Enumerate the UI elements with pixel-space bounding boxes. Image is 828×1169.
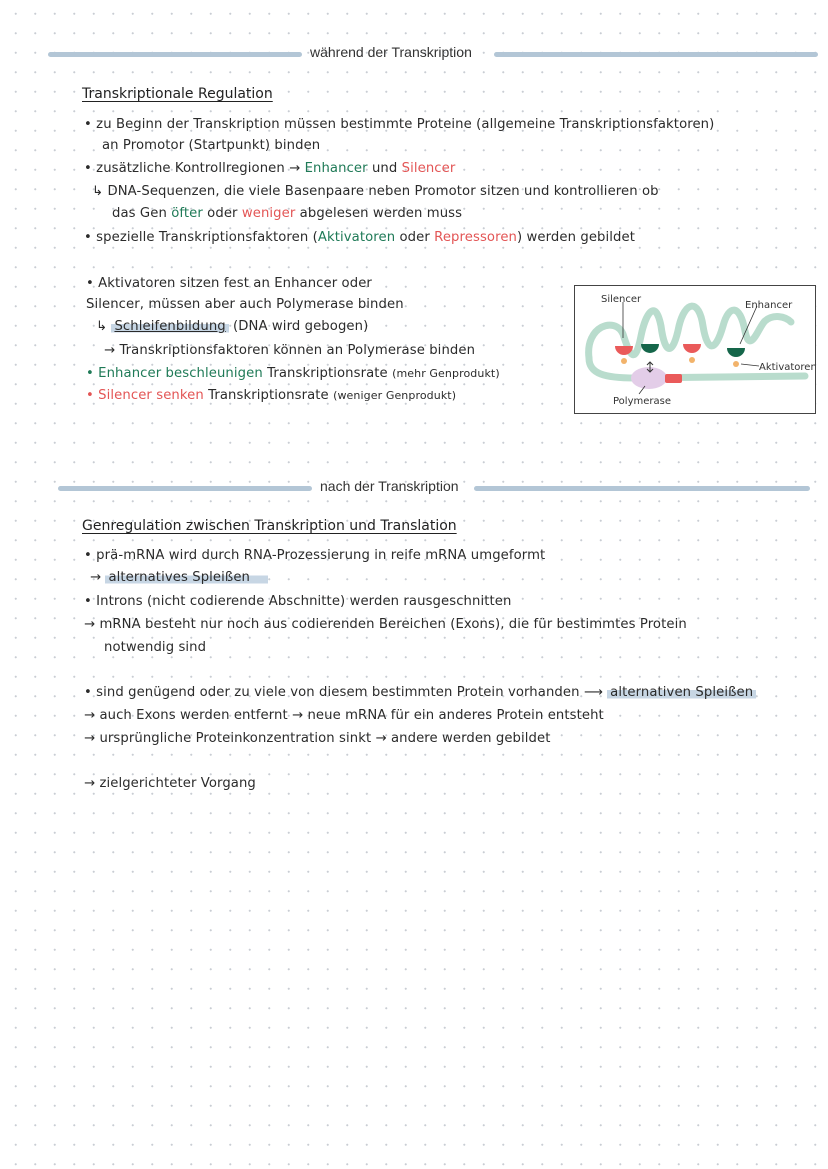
factor-dot [621,358,627,364]
dna-loop-svg [575,286,815,413]
activator-shape [641,344,659,353]
pointer-line [741,364,759,366]
text-fragment: ) werden gebildet [516,230,635,245]
text-fragment: oder [202,206,242,221]
term-repressoren: Repressoren [434,230,517,245]
term-enhancer: Enhancer [304,161,368,176]
text-line [86,388,456,403]
term-weniger: weniger [241,206,296,221]
text-line: • Introns (nicht codierende Abschnitte) werden rausgeschnitten [84,594,512,609]
text-line [86,366,500,381]
text-fragment: oder [395,230,435,245]
text-line [84,685,756,700]
section-divider-during [48,44,818,64]
text-fragment: (DNA wird gebogen) [228,319,369,334]
section-title-during: während der Transkription [310,44,472,60]
text-fragment: (weniger Genprodukt) [333,389,457,402]
text-line: an Promotor (Startpunkt) binden [102,138,321,153]
text-fragment: Transkriptionsrate [203,388,334,403]
text-fragment: → [90,570,106,585]
text-line [84,230,635,245]
text-fragment: (mehr Genprodukt) [392,367,500,380]
text-line: ↳ DNA-Sequenzen, die viele Basenpaare neben Promotor sitzen und kontrollieren ob [92,184,659,199]
divider-bar-left [58,486,312,491]
heading-transcriptional-regulation: Transkriptionale Regulation [82,86,273,102]
section-divider-after [58,478,810,498]
text-fragment: Transkriptionsrate [262,366,393,381]
section-title-after: nach der Transkription [320,478,459,494]
text-fragment: • spezielle Transkriptionsfaktoren ( [84,230,318,245]
divider-bar-right [494,52,818,57]
factor-dot [689,357,695,363]
text-line: notwendig sind [104,640,207,655]
promoter-shape [665,374,682,383]
term-silencer-lower: • Silencer senken [86,388,204,403]
label-aktivatoren: Aktivatoren [759,362,815,373]
label-polymerase: Polymerase [613,396,671,407]
heading-gene-regulation: Genregulation zwischen Transkription und Translation [82,518,457,534]
highlight-alternativen-spleissen: alternativen Spleißen [607,685,756,700]
term-aktivatoren: Aktivatoren [317,230,396,245]
activator-shape [727,348,745,357]
text-fragment: abgelesen werden muss [295,206,463,221]
text-fragment: ↳ [96,319,112,334]
text-fragment: das Gen [112,206,172,221]
term-silencer: Silencer [401,161,456,176]
highlight-schleifenbildung: Schleifenbildung [111,319,228,334]
binding-arrow [647,362,653,372]
text-line: → Transkriptionsfaktoren können an Polymerase binden [104,343,476,358]
label-enhancer: Enhancer [745,300,793,311]
silencer-shape [683,344,701,353]
text-line [90,570,268,585]
term-oefter: öfter [171,206,203,221]
divider-bar-right [474,486,810,491]
label-silencer: Silencer [601,294,642,305]
dna-loop-diagram [574,285,816,414]
text-fragment: und [367,161,402,176]
text-line: → zielgerichteter Vorgang [84,776,256,791]
text-line [96,319,368,334]
term-enhancer-accelerate: • Enhancer beschleunigen [86,366,263,381]
text-line [84,161,455,176]
text-line: → mRNA besteht nur noch aus codierenden Bereichen (Exons), die für bestimmtes Protein [84,617,687,632]
text-line: Silencer, müssen aber auch Polymerase binden [86,297,404,312]
divider-bar-left [48,52,302,57]
factor-dot [733,361,739,367]
text-line: → auch Exons werden entfernt → neue mRNA für ein anderes Protein entsteht [84,708,604,723]
text-line: • zu Beginn der Transkription müssen bestimmte Proteine (allgemeine Transkriptionsfaktoren) [84,117,715,132]
highlight-alternatives-spleissen: alternatives Spleißen [105,570,268,585]
text-line: • Aktivatoren sitzen fest an Enhancer oder [86,276,372,291]
text-fragment: • sind genügend oder zu viele von diesem bestimmten Protein vorhanden ⟶ [84,685,608,700]
text-line: → ursprüngliche Proteinkonzentration sinkt → andere werden gebildet [84,731,551,746]
text-line [112,206,462,221]
text-fragment: • zusätzliche Kontrollregionen → [84,161,305,176]
text-line: • prä-mRNA wird durch RNA-Prozessierung in reife mRNA umgeformt [84,548,546,563]
